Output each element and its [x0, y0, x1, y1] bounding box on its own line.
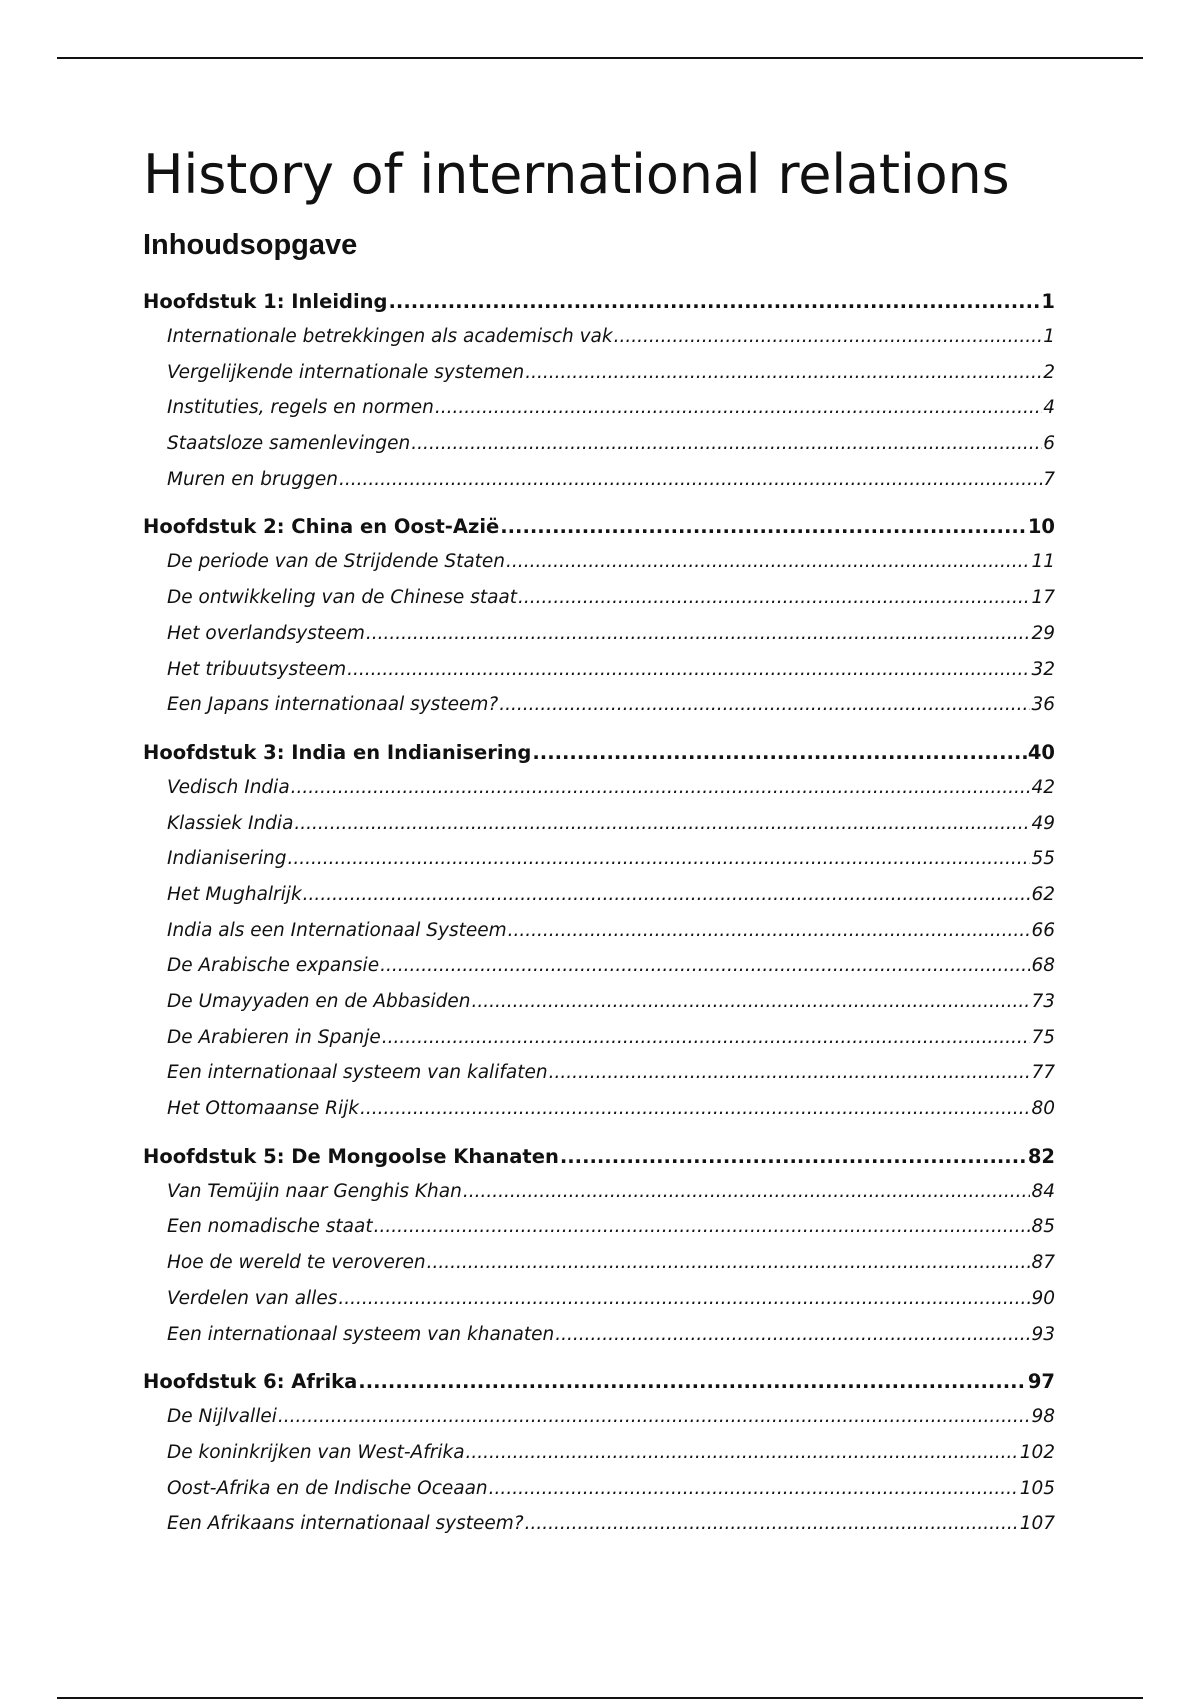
dot-leader: [382, 1020, 1031, 1056]
toc-section-entry[interactable]: [143, 319, 1055, 355]
toc-section-entry-label: Internationale betrekkingen als academisch vak: [167, 326, 613, 347]
toc-section-entry[interactable]: [143, 1317, 1055, 1353]
toc-section-entry-label: India als een Internationaal Systeem: [167, 919, 507, 941]
toc-section-entry[interactable]: [143, 390, 1055, 426]
toc-section-entry-page-number: 42: [1031, 776, 1055, 798]
footer-rule: [57, 1697, 1143, 1699]
toc-section-entry-label: Hoe de wereld te veroveren: [167, 1252, 426, 1274]
toc-section-entry[interactable]: [143, 1506, 1055, 1542]
dot-leader: [389, 284, 1041, 319]
toc-section-entry-label: Vedisch India: [167, 776, 290, 798]
dot-leader: [303, 877, 1031, 913]
toc-section-entry-page-number: 85: [1031, 1216, 1055, 1238]
toc-section-entry-page-number: 75: [1031, 1026, 1055, 1048]
toc-section-entry-label: Verdelen van alles: [167, 1287, 338, 1309]
toc-section-entry[interactable]: [143, 1020, 1055, 1056]
dot-leader: [278, 1399, 1031, 1435]
toc-section-entry-page-number: 29: [1031, 622, 1055, 644]
toc-section-entry-page-number: 90: [1031, 1287, 1055, 1309]
toc-section-entry-label: Een Afrikaans internationaal systeem?: [167, 1513, 524, 1535]
dot-leader: [347, 652, 1030, 688]
toc-section-entry-page-number: 2: [1043, 361, 1055, 383]
toc-section-entry-page-number: 7: [1043, 468, 1055, 490]
toc-section-entry-page-number: 55: [1031, 848, 1055, 870]
toc-section-entry-label: De Arabische expansie: [167, 955, 380, 977]
toc-section-entry-page-number: 73: [1031, 991, 1055, 1012]
toc-section-entry-page-number: 87: [1031, 1252, 1055, 1274]
dot-leader: [525, 355, 1042, 391]
toc-section-entry-page-number: 107: [1019, 1513, 1055, 1535]
dot-leader: [560, 1139, 1027, 1174]
toc-section-entry-page-number: 11: [1031, 551, 1055, 573]
toc-section-entry[interactable]: [143, 1174, 1055, 1210]
toc-section-entry-label: De periode van de Strijdende Staten: [167, 551, 506, 573]
toc-section-entry-page-number: 105: [1019, 1477, 1055, 1499]
toc-section-entry-label: Vergelijkende internationale systemen: [167, 361, 525, 383]
toc-section-entry-label: Een Japans internationaal systeem?: [167, 694, 499, 716]
header-rule: [57, 57, 1143, 59]
toc-section-entry[interactable]: [143, 462, 1055, 498]
dot-leader: [339, 462, 1042, 498]
toc-section-entry-label: Het tribuutsysteem: [167, 658, 347, 680]
toc-section-entry[interactable]: [143, 544, 1055, 580]
toc-section-entry-page-number: 17: [1031, 587, 1055, 609]
toc-section-entry-label: Staatsloze samenlevingen: [167, 433, 411, 455]
toc-section-entry[interactable]: [143, 580, 1055, 616]
toc-section-entry-label: Instituties, regels en normen: [167, 397, 434, 419]
toc-section-entry-page-number: 62: [1031, 883, 1055, 905]
toc-chapter-entry[interactable]: [143, 1139, 1055, 1174]
dot-leader: [360, 1091, 1030, 1127]
toc-section-entry[interactable]: [143, 770, 1055, 806]
toc-section-entry[interactable]: [143, 1209, 1055, 1245]
toc-section-entry[interactable]: [143, 1435, 1055, 1471]
toc-section-entry-label: Indianisering: [167, 848, 287, 870]
dot-leader: [471, 984, 1030, 1020]
toc-section-entry[interactable]: [143, 841, 1055, 877]
toc-chapter-entry[interactable]: [143, 1364, 1055, 1399]
toc-section-entry-label: Een nomadische staat: [167, 1216, 373, 1238]
toc-section-entry[interactable]: [143, 355, 1055, 391]
toc-section-entry-page-number: 4: [1043, 397, 1055, 419]
toc-chapter-entry[interactable]: [143, 509, 1055, 544]
dot-leader: [614, 319, 1043, 355]
toc-chapter-entry-label: Hoofdstuk 6: Afrika: [143, 1370, 358, 1394]
dot-leader: [374, 1209, 1031, 1245]
toc-chapter-entry-label: Hoofdstuk 2: China en Oost-Azië: [143, 515, 500, 539]
toc-chapter-entry-page-number: 40: [1027, 740, 1055, 764]
toc-section-entry[interactable]: [143, 616, 1055, 652]
toc-section-entry-page-number: 32: [1031, 658, 1055, 680]
toc-section-entry[interactable]: [143, 1281, 1055, 1317]
dot-leader: [532, 735, 1026, 770]
toc-section-entry[interactable]: [143, 948, 1055, 984]
dot-leader: [463, 1174, 1031, 1210]
toc-section-entry-label: De koninkrijken van West-Afrika: [167, 1441, 465, 1463]
toc-section-entry-page-number: 77: [1031, 1062, 1055, 1084]
toc-section-entry-page-number: 6: [1043, 433, 1055, 455]
dot-leader: [427, 1245, 1031, 1281]
toc-section-entry-page-number: 80: [1031, 1098, 1055, 1120]
toc-section-entry-page-number: 93: [1031, 1323, 1055, 1345]
toc-section-entry-label: De ontwikkeling van de Chinese staat: [167, 587, 518, 609]
toc-section-entry-label: Van Temüjin naar Genghis Khan: [167, 1180, 462, 1202]
dot-leader: [366, 616, 1031, 652]
toc-section-entry[interactable]: [143, 877, 1055, 913]
toc-chapter-entry-page-number: 10: [1027, 515, 1055, 539]
toc-section-entry-label: De Umayyaden en de Abbasiden: [167, 991, 471, 1012]
toc-chapter-entry[interactable]: [143, 284, 1055, 319]
toc-chapter: [143, 1364, 1055, 1542]
toc-section-entry-page-number: 36: [1031, 694, 1055, 716]
toc-section-entry[interactable]: [143, 426, 1055, 462]
toc-section-entry[interactable]: [143, 1245, 1055, 1281]
toc-section-entry[interactable]: [143, 1055, 1055, 1091]
toc-section-entry-label: Het Mughalrijk: [167, 883, 302, 905]
toc-section-entry-label: Een internationaal systeem van kalifaten: [167, 1062, 548, 1084]
toc-section-entry-label: Een internationaal systeem van khanaten: [167, 1323, 555, 1345]
toc-section-entry-page-number: 84: [1031, 1180, 1055, 1202]
toc-chapter-entry-label: Hoofdstuk 1: Inleiding: [143, 290, 388, 313]
toc-section-entry[interactable]: [143, 652, 1055, 688]
dot-leader: [518, 580, 1030, 616]
toc-section-entry-label: Het Ottomaanse Rijk: [167, 1098, 359, 1120]
toc-section-entry-page-number: 49: [1031, 812, 1055, 834]
toc-section-entry[interactable]: [143, 1091, 1055, 1127]
toc-section-entry-label: De Arabieren in Spanje: [167, 1026, 381, 1048]
toc-chapter: [143, 735, 1055, 1127]
document-title: History of international relations: [143, 143, 1010, 206]
dot-leader: [508, 913, 1031, 949]
dot-leader: [338, 1281, 1030, 1317]
toc-section-entry[interactable]: [143, 806, 1055, 842]
toc-chapter: [143, 284, 1055, 497]
table-of-contents: [143, 284, 1055, 1542]
dot-leader: [411, 426, 1042, 462]
dot-leader: [466, 1435, 1019, 1471]
dot-leader: [291, 770, 1031, 806]
dot-leader: [489, 1471, 1019, 1507]
dot-leader: [500, 509, 1027, 544]
toc-section-entry-page-number: 98: [1031, 1406, 1055, 1428]
toc-section-entry[interactable]: [143, 1471, 1055, 1507]
dot-leader: [499, 687, 1030, 723]
toc-section-entry-label: Klassiek India: [167, 812, 294, 834]
toc-section-entry-page-number: 66: [1031, 919, 1055, 941]
toc-section-entry[interactable]: [143, 687, 1055, 723]
toc-section-entry[interactable]: [143, 984, 1055, 1020]
dot-leader: [380, 948, 1030, 984]
dot-leader: [294, 806, 1030, 842]
dot-leader: [506, 544, 1030, 580]
dot-leader: [288, 841, 1031, 877]
toc-chapter-entry-page-number: 1: [1041, 290, 1055, 313]
dot-leader: [435, 390, 1042, 426]
dot-leader: [525, 1506, 1019, 1542]
toc-section-entry-page-number: 1: [1043, 326, 1055, 347]
toc-chapter-entry[interactable]: [143, 735, 1055, 770]
toc-section-entry[interactable]: [143, 913, 1055, 949]
toc-chapter-entry-page-number: 82: [1027, 1144, 1055, 1168]
toc-chapter-entry-page-number: 97: [1027, 1370, 1055, 1394]
dot-leader: [549, 1055, 1031, 1091]
toc-section-entry-label: Oost-Afrika en de Indische Oceaan: [167, 1477, 488, 1499]
toc-section-entry-page-number: 102: [1019, 1441, 1055, 1463]
dot-leader: [358, 1364, 1027, 1399]
toc-heading: Inhoudsopgave: [143, 229, 358, 261]
toc-section-entry-label: Het overlandsysteem: [167, 622, 365, 644]
document-page: [143, 140, 1055, 1554]
toc-chapter: [143, 509, 1055, 722]
toc-chapter: [143, 1139, 1055, 1352]
toc-section-entry-page-number: 68: [1031, 955, 1055, 977]
toc-section-entry-label: Muren en bruggen: [167, 468, 338, 490]
toc-section-entry-label: De Nijlvallei: [167, 1406, 277, 1428]
dot-leader: [555, 1317, 1030, 1353]
toc-section-entry[interactable]: [143, 1399, 1055, 1435]
toc-chapter-entry-label: Hoofdstuk 3: India en Indianisering: [143, 740, 532, 764]
toc-chapter-entry-label: Hoofdstuk 5: De Mongoolse Khanaten: [143, 1144, 559, 1168]
